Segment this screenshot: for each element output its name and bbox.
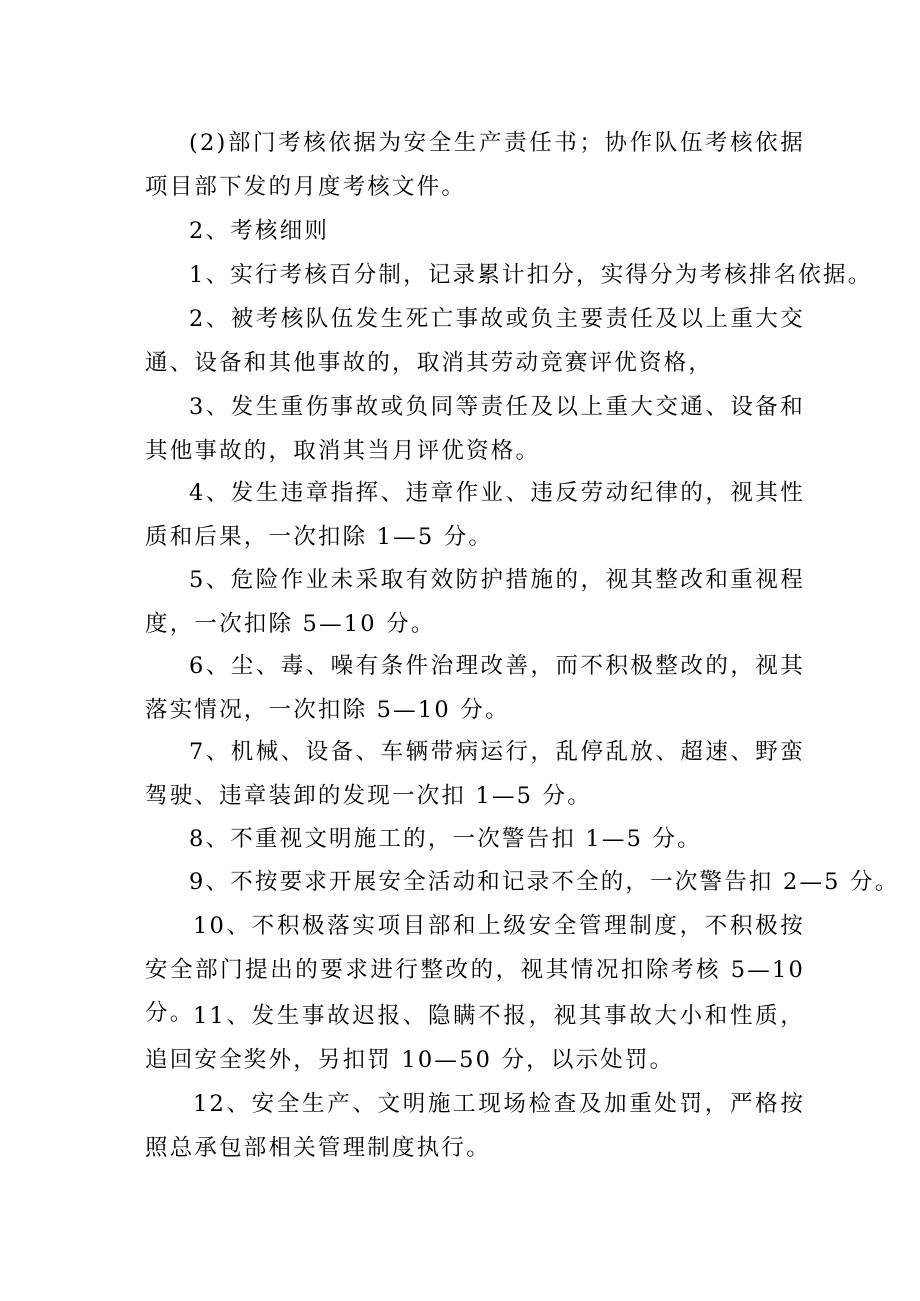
rule-item-10: 10、不积极落实项目部和上级安全管理制度，不积极按安全部门提出的要求进行整改的，视其情况扣除考核 5—10 分。 [145,913,805,1026]
section-heading-assessment-rules: 2、考核细则 [189,218,330,244]
rule-item-3: 3、发生重伤事故或负同等责任及以上重大交通、设备和其他事故的，取消其当月评优资格。 [145,394,805,464]
rule-item-5: 5、危险作业未采取有效防护措施的，视其整改和重视程度，一次扣除 5—10 分。 [145,567,805,637]
rule-item-12: 12、安全生产、文明施工现场检查及加重处罚，严格按照总承包部相关管理制度执行。 [145,1091,805,1161]
rule-item-11: 11、发生事故迟报、隐瞒不报，视其事故大小和性质，追回安全奖外，另扣罚 10—50 分，以示处罚。 [145,1003,805,1073]
rule-item-8: 8、不重视文明施工的，一次警告扣 1—5 分。 [189,826,702,852]
rule-item-6: 6、尘、毒、噪有条件治理改善，而不积极整改的，视其落实情况，一次扣除 5—10 分。 [145,653,805,723]
rule-item-9: 9、不按要求开展安全活动和记录不全的，一次警告扣 2—5 分。 [189,869,900,895]
rule-item-4: 4、发生违章指挥、违章作业、违反劳动纪律的，视其性质和后果，一次扣除 1—5 分。 [145,480,805,550]
rule-item-1: 1、实行考核百分制，记录累计扣分，实得分为考核排名依据。 [189,262,873,288]
paragraph-assessment-basis: (2)部门考核依据为安全生产责任书；协作队伍考核依据项目部下发的月度考核文件。 [145,130,805,200]
rule-item-7: 7、机械、设备、车辆带病运行，乱停乱放、超速、野蛮驾驶、违章装卸的发现一次扣 1—5 分。 [145,739,805,809]
rule-item-2: 2、被考核队伍发生死亡事故或负主要责任及以上重大交通、设备和其他事故的，取消其劳动竞赛评优资格， [145,306,805,376]
